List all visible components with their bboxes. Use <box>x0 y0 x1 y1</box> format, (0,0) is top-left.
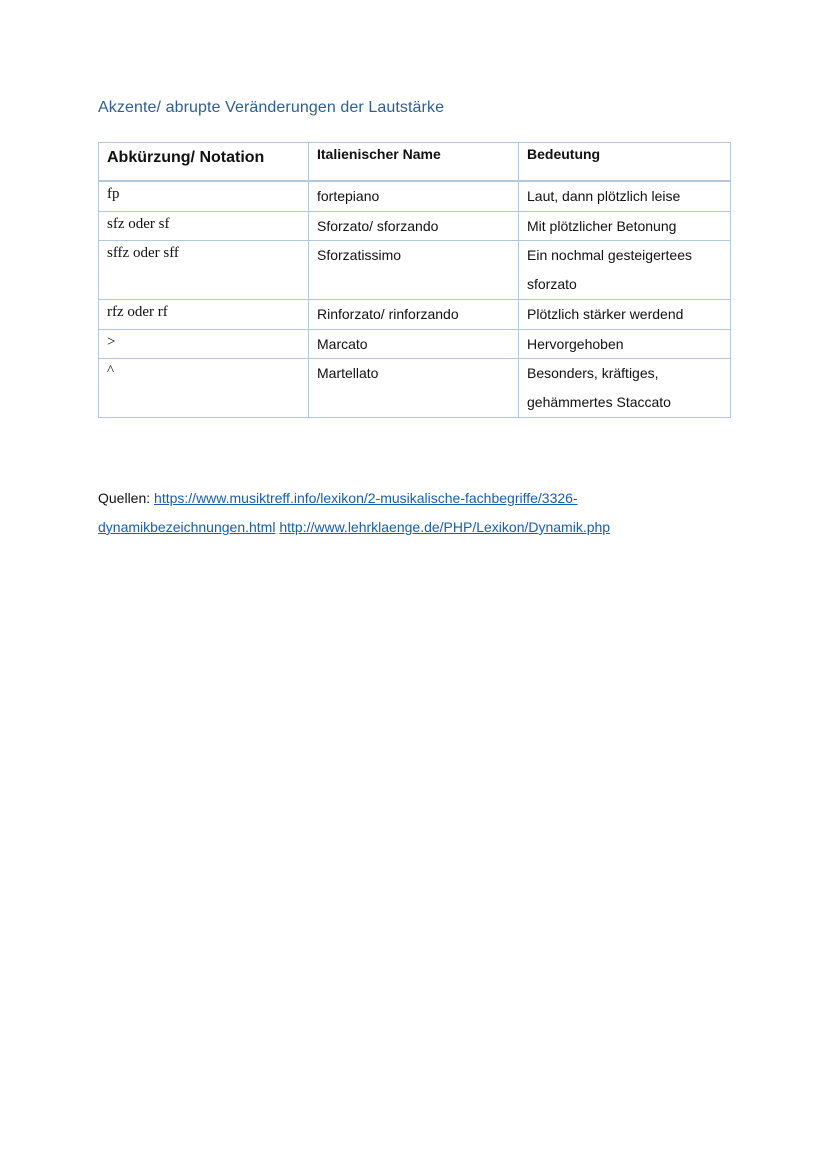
sources-label: Quellen: <box>98 490 155 506</box>
cell-meaning: Ein nochmal gesteigertees sforzato <box>519 241 731 300</box>
table-row <box>99 359 731 418</box>
source-link-lehrklaenge[interactable]: http://www.lehrklaenge.de/PHP/Lexikon/Dynamik.php <box>279 519 611 535</box>
cell-meaning: Plötzlich stärker werdend <box>519 300 731 330</box>
table-row <box>99 211 731 241</box>
cell-meaning: Besonders, kräftiges, gehämmertes Staccato <box>519 359 731 418</box>
cell-meaning: Laut, dann plötzlich leise <box>519 181 731 211</box>
table-row <box>99 181 731 211</box>
cell-notation: sfz oder sf <box>99 211 309 241</box>
cell-italian-name: Martellato <box>309 359 519 418</box>
cell-meaning: Mit plötzlicher Betonung <box>519 211 731 241</box>
cell-notation: sffz oder sff <box>99 241 309 300</box>
table-row <box>99 329 731 359</box>
cell-notation: rfz oder rf <box>99 300 309 330</box>
cell-italian-name: Sforzato/ sforzando <box>309 211 519 241</box>
cell-notation: > <box>99 329 309 359</box>
cell-italian-name: Rinforzato/ rinforzando <box>309 300 519 330</box>
table-row <box>99 241 731 300</box>
page-heading: Akzente/ abrupte Veränderungen der Lautstärke <box>98 99 445 116</box>
cell-notation: fp <box>99 181 309 211</box>
cell-italian-name: Marcato <box>309 329 519 359</box>
table-row <box>99 300 731 330</box>
cell-italian-name: Sforzatissimo <box>309 241 519 300</box>
header-meaning: Bedeutung <box>519 143 731 182</box>
cell-notation: ^ <box>99 359 309 418</box>
cell-italian-name: fortepiano <box>309 181 519 211</box>
header-italian-name: Italienischer Name <box>309 143 519 182</box>
cell-meaning: Hervorgehoben <box>519 329 731 359</box>
header-abbreviation: Abkürzung/ Notation <box>99 143 309 182</box>
sources-paragraph <box>98 484 738 542</box>
dynamics-table <box>98 142 731 418</box>
table-header-row <box>99 143 731 182</box>
source-link-musiktreff[interactable]: https://www.musiktreff.info/lexikon/2-musikalische-fachbegriffe/3326-dynamikbezeichnungen.html <box>98 490 578 535</box>
